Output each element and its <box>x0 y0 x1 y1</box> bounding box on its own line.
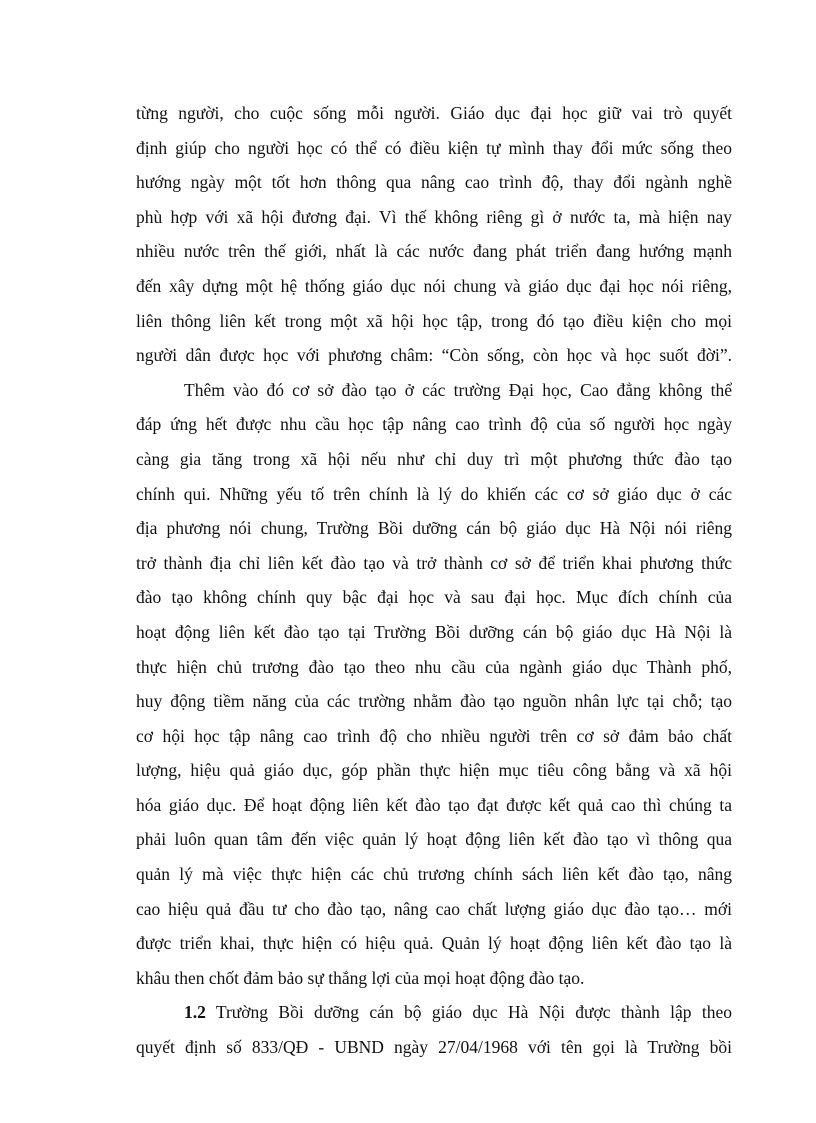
text-line: nhiều nước trên thế giới, nhất là các nước đang phát triển đang hướng mạnh <box>136 241 732 262</box>
text-line: trở thành địa chỉ liên kết đào tạo và trở thành cơ sở để triển khai phương thức <box>136 552 732 573</box>
text-line: chính qui. Những yếu tố trên chính là lý do khiến các cơ sở giáo dục ở các <box>136 483 732 504</box>
paragraph-1 <box>136 96 732 373</box>
text-line: được triển khai, thực hiện có hiệu quả. Quản lý hoạt động liên kết đào tạo là <box>136 933 732 954</box>
text-line: huy động tiềm năng của các trường nhằm đào tạo nguồn nhân lực tại chỗ; tạo <box>136 691 732 712</box>
text-line: định giúp cho người học có thể có điều kiện tự mình thay đổi mức sống theo <box>136 137 732 158</box>
text-line: Thêm vào đó cơ sở đào tạo ở các trường Đại học, Cao đẳng không thể <box>184 379 732 400</box>
text-line: từng người, cho cuộc sống mỗi người. Giáo dục đại học giữ vai trò quyết <box>136 103 732 123</box>
text-line: người dân được học với phương châm: “Còn sống, còn học và học suốt đời”. <box>136 345 732 366</box>
document-body <box>136 96 732 1065</box>
text-line: lượng, hiệu quả giáo dục, góp phần thực hiện mục tiêu công bằng và xã hội <box>136 760 732 781</box>
text-line: quản lý mà việc thực hiện các chủ trương chính sách liên kết đào tạo, nâng <box>136 864 732 885</box>
paragraph-3 <box>136 995 732 1064</box>
text-line: phải luôn quan tâm đến việc quản lý hoạt động liên kết đào tạo vì thông qua <box>136 829 732 850</box>
text-line: cao hiệu quả đầu tư cho đào tạo, nâng cao chất lượng giáo dục đào tạo… mới <box>136 898 732 919</box>
text-line: đáp ứng hết được nhu cầu học tập nâng cao trình độ của số người học ngày <box>136 414 732 435</box>
section-line <box>136 995 732 1030</box>
text-line: đào tạo không chính quy bậc đại học và sau đại học. Mục đích chính của <box>136 587 732 608</box>
text-line: địa phương nói chung, Trường Bồi dưỡng cán bộ giáo dục Hà Nội nói riêng <box>136 518 732 539</box>
text-line: khâu then chốt đảm bảo sự thắng lợi của mọi hoạt động đào tạo. <box>136 967 585 988</box>
text-line: thực hiện chủ trương đào tạo theo nhu cầu của ngành giáo dục Thành phố, <box>136 656 732 677</box>
text-line: càng gia tăng trong xã hội nếu như chỉ duy trì một phương thức đào tạo <box>136 448 732 469</box>
text-line: cơ hội học tập nâng cao trình độ cho nhiều người trên cơ sở đảm bảo chất <box>136 725 732 746</box>
section-line-text: Trường Bồi dưỡng cán bộ giáo dục Hà Nội được thành lập theo <box>205 1002 732 1023</box>
text-line: phù hợp với xã hội đương đại. Vì thế không riêng gì ở nước ta, mà hiện nay <box>136 206 732 227</box>
text-line: hoạt động liên kết đào tạo tại Trường Bồi dưỡng cán bộ giáo dục Hà Nội là <box>136 621 732 642</box>
text-line: liên thông liên kết trong một xã hội học tập, trong đó tạo điều kiện cho mọi <box>136 310 732 331</box>
text-line: hóa giáo dục. Để hoạt động liên kết đào tạo đạt được kết quả cao thì chúng ta <box>136 794 732 815</box>
text-line: hướng ngày một tốt hơn thông qua nâng cao trình độ, thay đổi ngành nghề <box>136 172 732 193</box>
section-number: 1.2 <box>184 1002 206 1023</box>
paragraph-2 <box>136 373 732 996</box>
text-line: quyết định số 833/QĐ - UBND ngày 27/04/1968 với tên gọi là Trường bồi <box>136 1037 732 1058</box>
text-line: đến xây dựng một hệ thống giáo dục nói chung và giáo dục đại học nói riêng, <box>136 275 732 296</box>
